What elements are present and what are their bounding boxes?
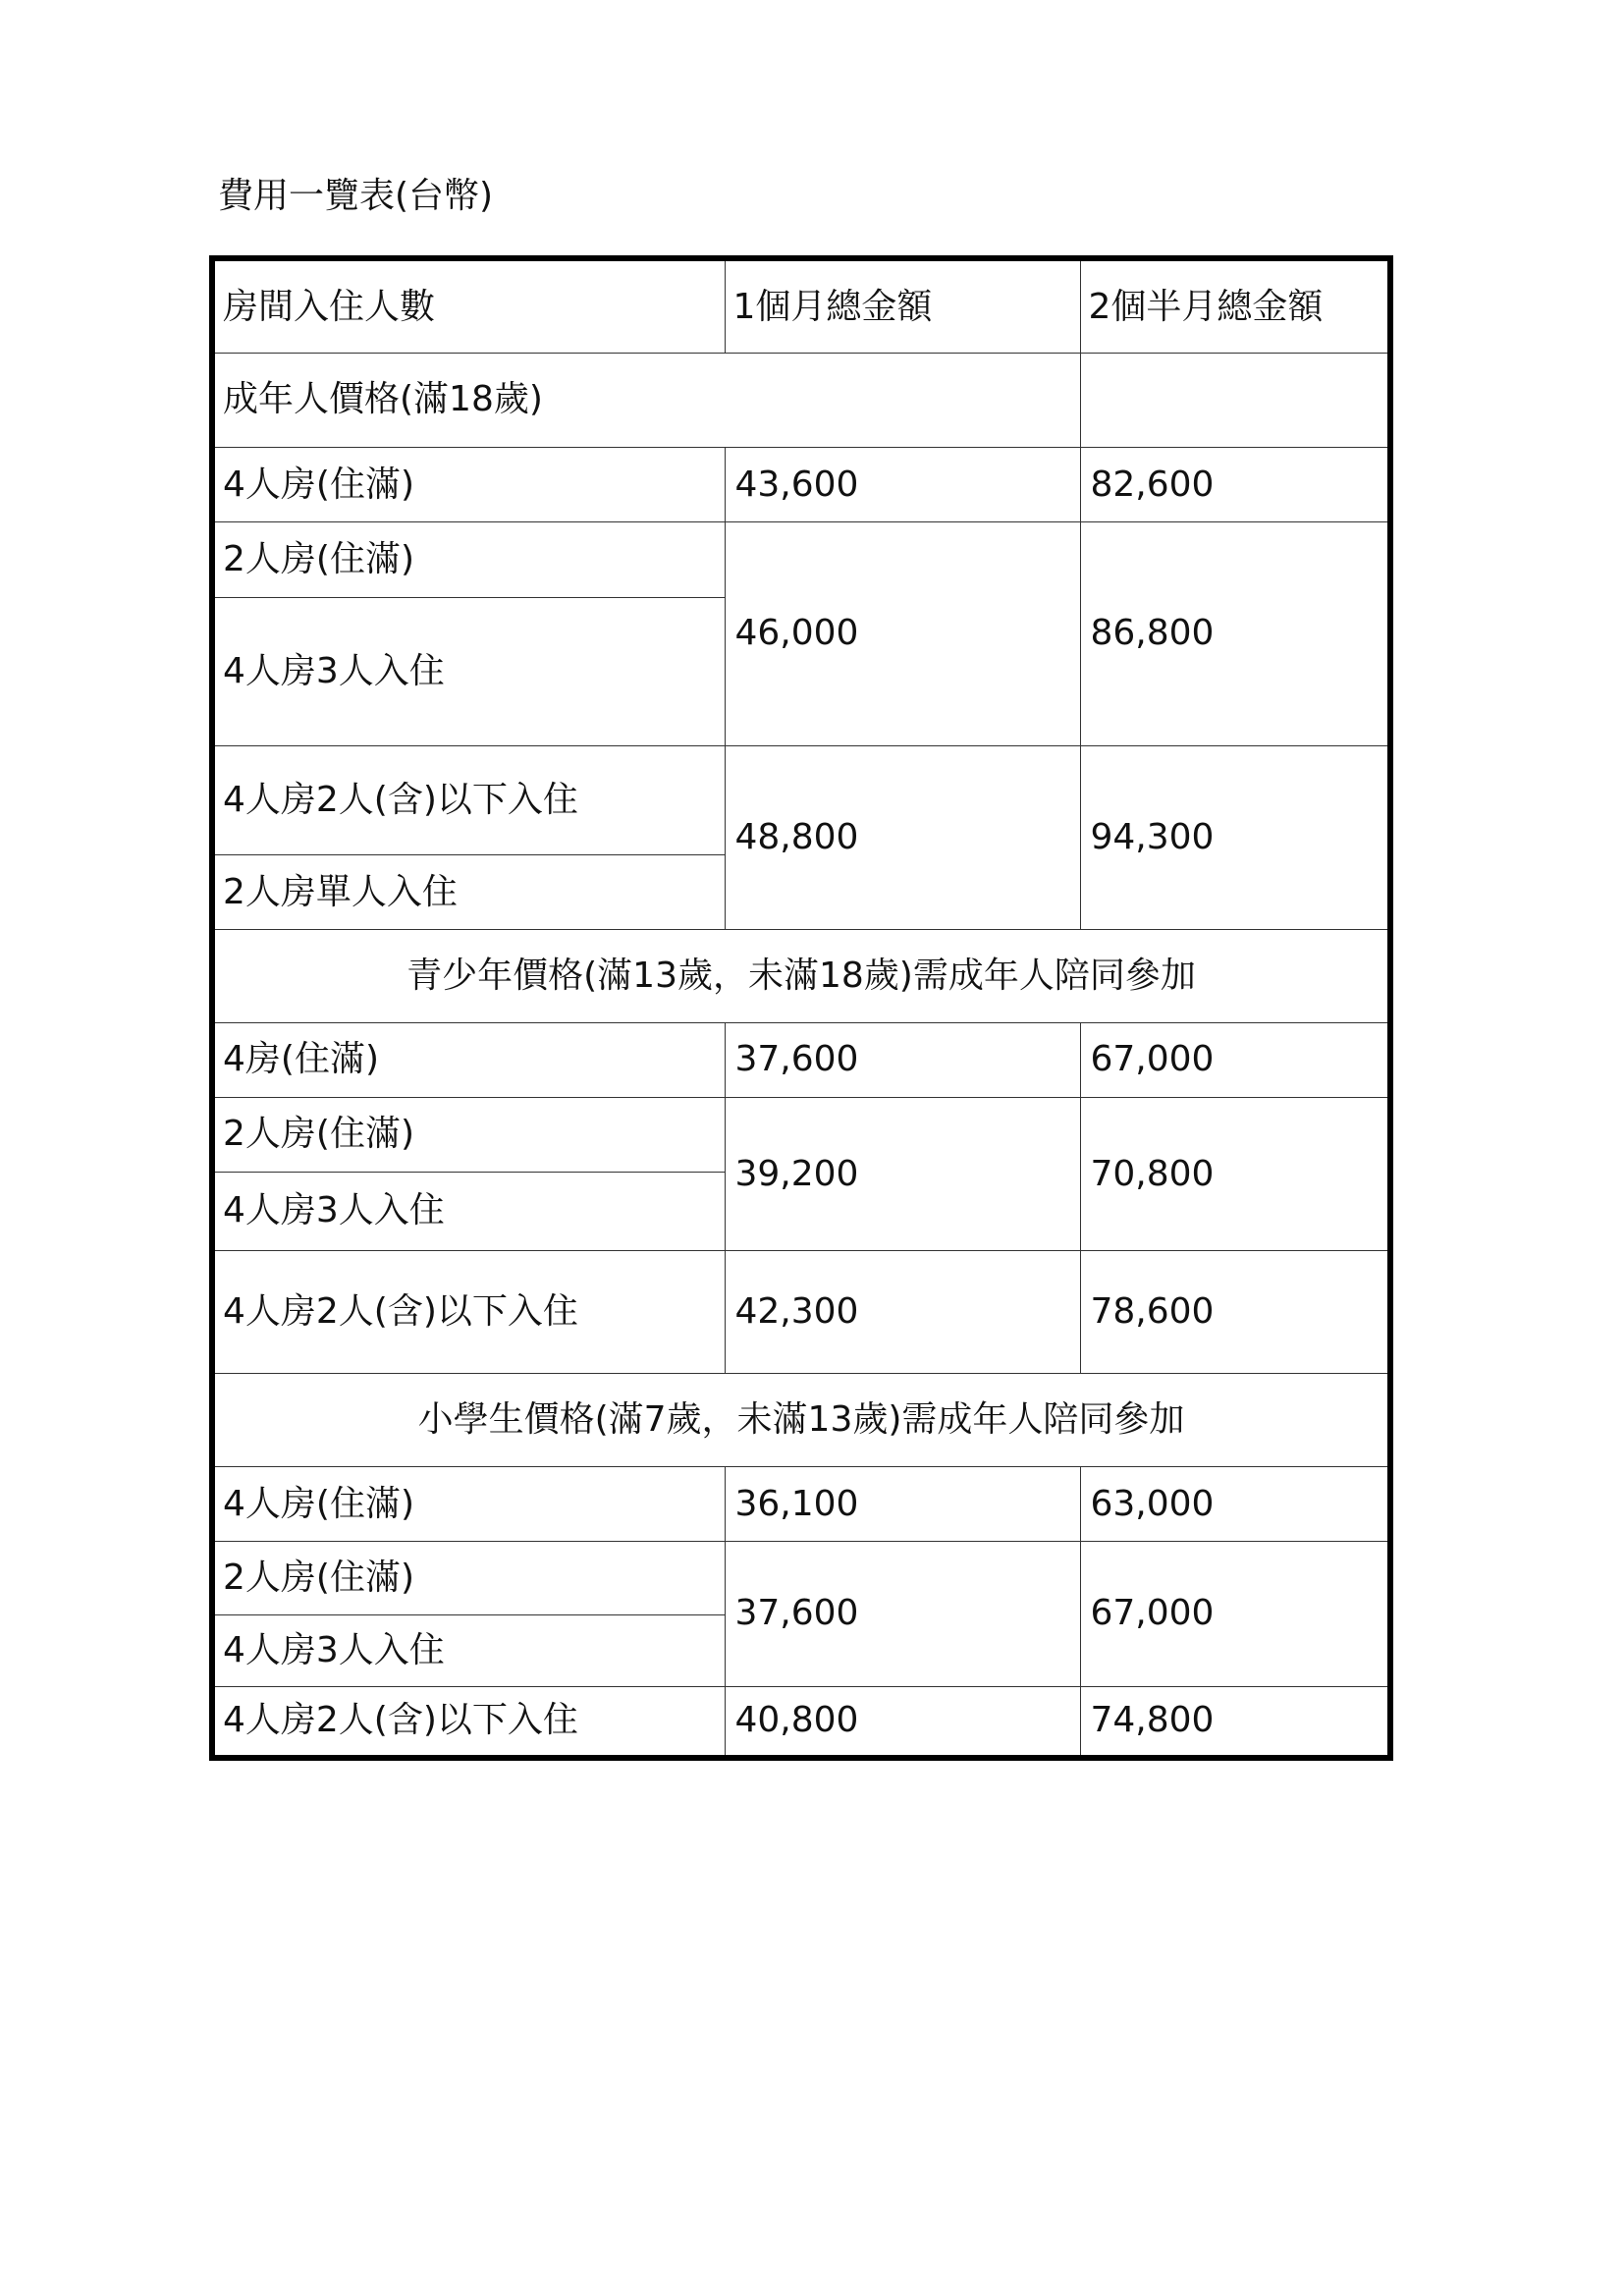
table-row (212, 1686, 1390, 1758)
one-month-price: 37,600 (725, 1022, 1080, 1098)
room-type-cell: 2人房單人入住 (212, 855, 725, 929)
one-month-price: 48,800 (725, 745, 1080, 929)
two-half-month-price: 94,300 (1080, 745, 1390, 929)
room-type-cell: 4人房3人入住 (212, 597, 725, 745)
one-month-price: 36,100 (725, 1467, 1080, 1541)
one-month-price: 40,800 (725, 1686, 1080, 1758)
child-section-label: 小學生價格(滿7歲，未滿13歲)需成年人陪同參加 (212, 1373, 1390, 1467)
room-type-cell: 2人房(住滿) (212, 1541, 725, 1614)
teen-section-row (212, 929, 1390, 1022)
table-row (212, 1022, 1390, 1098)
two-half-month-price: 67,000 (1080, 1022, 1390, 1098)
fee-table (209, 255, 1393, 1761)
child-section-row (212, 1373, 1390, 1467)
table-row (212, 1541, 1390, 1614)
table-row (212, 1098, 1390, 1172)
room-type-cell: 4人房3人入住 (212, 1172, 725, 1251)
one-month-price: 46,000 (725, 522, 1080, 745)
two-half-month-price: 70,800 (1080, 1098, 1390, 1251)
room-type-cell: 2人房(住滿) (212, 1098, 725, 1172)
one-month-price: 42,300 (725, 1251, 1080, 1374)
two-half-month-price: 67,000 (1080, 1541, 1390, 1686)
table-row (212, 447, 1390, 522)
one-month-price: 37,600 (725, 1541, 1080, 1686)
room-type-cell: 4人房2人(含)以下入住 (212, 745, 725, 855)
room-type-cell: 2人房(住滿) (212, 522, 725, 598)
header-room: 房間入住人數 (212, 258, 725, 354)
room-type-cell: 4人房(住滿) (212, 1467, 725, 1541)
one-month-price: 39,200 (725, 1098, 1080, 1251)
table-row (212, 522, 1390, 598)
document-title: 費用一覽表(台幣) (218, 176, 494, 216)
room-type-cell: 4人房3人入住 (212, 1615, 725, 1686)
one-month-price: 43,600 (725, 447, 1080, 522)
header-one-month: 1個月總金額 (725, 258, 1080, 354)
teen-section-label: 青少年價格(滿13歲，未滿18歲)需成年人陪同參加 (212, 929, 1390, 1022)
table-row (212, 1467, 1390, 1541)
room-type-cell: 4人房2人(含)以下入住 (212, 1251, 725, 1374)
room-type-cell: 4房(住滿) (212, 1022, 725, 1098)
adult-section-label: 成年人價格(滿18歲) (212, 354, 1080, 448)
room-type-cell: 4人房2人(含)以下入住 (212, 1686, 725, 1758)
adult-section-empty-cell (1080, 354, 1390, 448)
table-header-row (212, 258, 1390, 354)
two-half-month-price: 63,000 (1080, 1467, 1390, 1541)
two-half-month-price: 74,800 (1080, 1686, 1390, 1758)
table-row (212, 745, 1390, 855)
header-two-half-month: 2個半月總金額 (1080, 258, 1390, 354)
two-half-month-price: 78,600 (1080, 1251, 1390, 1374)
room-type-cell: 4人房(住滿) (212, 447, 725, 522)
two-half-month-price: 86,800 (1080, 522, 1390, 745)
adult-section-row (212, 354, 1390, 448)
table-row (212, 1251, 1390, 1374)
two-half-month-price: 82,600 (1080, 447, 1390, 522)
